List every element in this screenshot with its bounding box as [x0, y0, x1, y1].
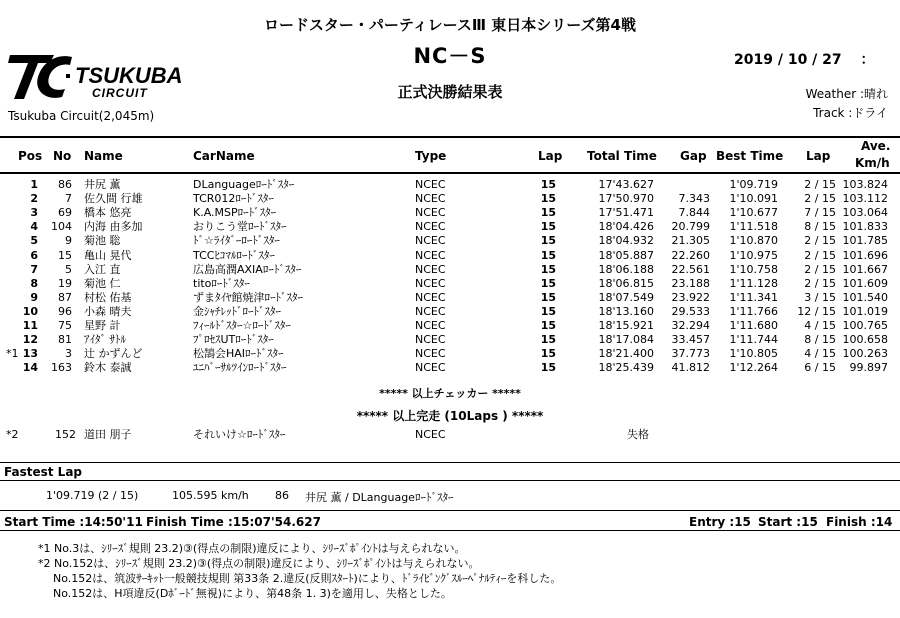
table-header-rule	[0, 172, 900, 174]
cell-name: 鈴木 泰誠	[84, 361, 132, 375]
cell-total: 18'06.188	[598, 262, 654, 276]
cell-pos: 10	[22, 304, 38, 318]
svg-text:TSUKUBA: TSUKUBA	[75, 63, 183, 88]
cell-pos: 12	[22, 333, 38, 347]
cell-ave: 101.833	[842, 220, 888, 234]
fastest-lap-box	[0, 462, 900, 481]
cell-bestlap: 4 / 15	[804, 319, 836, 332]
cell-ave: 101.696	[842, 248, 888, 262]
cell-type: NCEC	[415, 192, 446, 206]
race-date: 2019 / 10 / 27 ：	[734, 52, 875, 68]
cell-name: 佐久間 行雄	[84, 192, 143, 206]
dq-row	[0, 428, 900, 442]
cell-total: 17'50.970	[598, 192, 654, 206]
cell-no: 96	[58, 304, 72, 318]
table-row	[0, 263, 900, 277]
cell-total: 18'13.160	[598, 304, 654, 318]
cell-lap: 15	[540, 220, 556, 234]
cell-type: NCEC	[415, 290, 446, 304]
cell-bestlap: 2 / 15	[804, 276, 836, 290]
cell-no: 7	[65, 192, 72, 206]
cell-bestlap: 12 / 15	[797, 304, 836, 318]
cell-bestlap: 4 / 15	[804, 347, 836, 361]
cell-bestlap: 2 / 15	[804, 262, 836, 276]
cell-gap: 21.305	[671, 234, 710, 248]
cell-no: 19	[58, 276, 72, 290]
cell-ave: 101.667	[842, 262, 888, 276]
cell-pos: 4	[30, 220, 38, 234]
cell-type: NCEC	[415, 347, 446, 361]
cell-gap: 37.773	[671, 347, 710, 361]
tc-logo-icon	[8, 49, 213, 104]
event-title: ロードスター・パーティレースⅢ 東日本シリーズ第4戦	[264, 16, 636, 34]
cell-bestlap: 2 / 15	[804, 234, 836, 248]
col-total-time: Total Time	[587, 149, 657, 163]
entry-count: Entry :15	[689, 515, 751, 529]
cell-pos: 1	[30, 178, 38, 191]
cell-no: 15	[58, 248, 72, 262]
cell-type: NCEC	[415, 319, 446, 332]
cell-name: 村松 佑基	[84, 290, 132, 304]
cell-car: TCR012ﾛｰﾄﾞｽﾀｰ	[193, 192, 274, 206]
cell-bestlap: 3 / 15	[804, 290, 836, 304]
cell-best: 1'10.975	[729, 248, 778, 262]
checker-note: ***** 以上チェッカー *****	[379, 387, 521, 400]
cell-lap: 15	[540, 290, 556, 304]
col-carname: CarName	[193, 149, 255, 163]
cell-gap: 20.799	[671, 220, 710, 234]
cell-lap: 15	[540, 234, 556, 248]
cell-lap: 15	[540, 178, 556, 191]
cell-type: NCEC	[415, 276, 446, 290]
dq-no: 152	[55, 428, 76, 441]
cell-pos: 8	[30, 276, 38, 290]
col-best-lap: Lap	[806, 149, 831, 163]
tsukuba-circuit-logo	[8, 49, 213, 108]
cell-ave: 103.112	[842, 192, 888, 206]
cell-name: 亀山 晃代	[84, 248, 132, 262]
cell-gap: 23.188	[671, 276, 710, 290]
cell-best: 1'11.128	[729, 276, 778, 290]
start-time: Start Time :14:50'11	[4, 515, 143, 529]
cell-no: 163	[51, 361, 72, 375]
table-row	[0, 206, 900, 220]
col-lap: Lap	[538, 149, 563, 163]
cell-name: 辻 かずんど	[84, 347, 143, 361]
col-kmh: Km/h	[855, 156, 890, 170]
cell-lap: 15	[540, 248, 556, 262]
col-type: Type	[415, 149, 447, 163]
cell-ave: 101.609	[842, 276, 888, 290]
cell-pos: 11	[22, 319, 38, 332]
cell-lap: 15	[540, 304, 556, 318]
cell-gap: 33.457	[671, 333, 710, 347]
cell-name: 星野 計	[84, 319, 121, 332]
cell-type: NCEC	[415, 206, 446, 220]
cell-type: NCEC	[415, 262, 446, 276]
cell-car: おりこう堂ﾛｰﾄﾞｽﾀｰ	[193, 220, 287, 234]
cell-gap: 23.922	[671, 290, 710, 304]
table-row	[0, 319, 900, 333]
cell-no: 75	[58, 319, 72, 332]
cell-name: 菊池 仁	[84, 276, 121, 290]
cell-ave: 99.897	[849, 361, 888, 375]
cell-lap: 15	[540, 276, 556, 290]
cell-lap: 15	[540, 262, 556, 276]
note-2: *2 No.152は、ｼﾘｰｽﾞ規則 23.2)③(得点の制限)違反により、ｼﾘｰｽﾞﾎﾟｲﾝﾄは与えられない。	[38, 557, 480, 570]
track-condition: Track :ドライ	[813, 106, 888, 120]
col-best-time: Best Time	[716, 149, 784, 163]
cell-name: 小森 晴夫	[84, 304, 132, 318]
cell-best: 1'11.744	[729, 333, 778, 347]
cell-type: NCEC	[415, 248, 446, 262]
col-no: No	[53, 149, 72, 163]
cell-total: 18'06.815	[598, 276, 654, 290]
cell-car: ずまﾀｲﾔ館焼津ﾛｰﾄﾞｽﾀｰ	[193, 290, 303, 304]
cell-prefix: *1	[6, 347, 19, 361]
cell-car: ﾌｨｰﾙﾄﾞｽﾀｰ☆ﾛｰﾄﾞｽﾀｰ	[193, 319, 291, 332]
cell-lap: 15	[540, 319, 556, 332]
result-subtitle: 正式決勝結果表	[397, 83, 503, 101]
table-top-rule	[0, 136, 900, 138]
finish-time: Finish Time :15:07'54.627	[146, 515, 321, 529]
cell-best: 1'10.870	[729, 234, 778, 248]
cell-no: 81	[58, 333, 72, 347]
cell-pos: 6	[30, 248, 38, 262]
table-row	[0, 178, 900, 192]
cell-gap: 41.812	[671, 361, 710, 375]
cell-type: NCEC	[415, 178, 446, 191]
session-top-rule	[0, 510, 900, 511]
fastest-lap-time: 1'09.719 (2 / 15)	[46, 489, 139, 502]
cell-pos: 3	[30, 206, 38, 220]
col-ave: Ave.	[861, 139, 891, 153]
cell-pos: 9	[30, 290, 38, 304]
cell-ave: 100.263	[842, 347, 888, 361]
cell-best: 1'09.719	[729, 178, 778, 191]
table-row	[0, 249, 900, 263]
cell-best: 1'11.680	[729, 319, 778, 332]
cell-best: 1'10.091	[729, 192, 778, 206]
session-bottom-rule	[0, 530, 900, 531]
cell-pos: 13	[22, 347, 38, 361]
cell-ave: 103.824	[842, 178, 888, 191]
cell-gap: 29.533	[671, 304, 710, 318]
svg-text:CIRCUIT: CIRCUIT	[92, 86, 148, 100]
table-row	[0, 277, 900, 291]
cell-type: NCEC	[415, 304, 446, 318]
note-3: No.152は、筑波ｻｰｷｯﾄ一般競技規則 第33条 2.違反(反則ｽﾀｰﾄ)により、ﾄﾞﾗｲﾋﾞﾝｸﾞｽﾙｰﾍﾟﾅﾙﾃｨｰを科した。	[53, 572, 562, 585]
cell-car: ﾕﾆﾊﾞｰｻﾙﾂｲﾝﾛｰﾄﾞｽﾀｰ	[193, 361, 287, 375]
dq-car: それいけ☆ﾛｰﾄﾞｽﾀｰ	[193, 428, 286, 441]
cell-total: 18'15.921	[598, 319, 654, 332]
fastest-lap-no: 86	[275, 489, 289, 502]
cell-name: 菊池 聡	[84, 234, 121, 248]
note-4: No.152は、H項違反(Dﾎﾞｰﾄﾞ無視)により、第48条 1. 3)を適用し、失格とした。	[53, 587, 452, 600]
cell-bestlap: 2 / 15	[804, 248, 836, 262]
cell-ave: 101.019	[842, 304, 888, 318]
cell-total: 18'07.549	[598, 290, 654, 304]
cell-no: 9	[65, 234, 72, 248]
cell-type: NCEC	[415, 220, 446, 234]
cell-no: 86	[58, 178, 72, 191]
cell-bestlap: 6 / 15	[804, 361, 836, 375]
cell-total: 18'17.084	[598, 333, 654, 347]
cell-car: 金ｼｬﾁﾚｯﾄﾞﾛｰﾄﾞｽﾀｰ	[193, 304, 281, 318]
cell-lap: 15	[540, 206, 556, 220]
finish-note: ***** 以上完走 (10Laps ) *****	[356, 409, 544, 423]
cell-total: 17'51.471	[598, 206, 654, 220]
cell-car: ﾄﾞ☆ﾗｲﾀﾞｰﾛｰﾄﾞｽﾀｰ	[193, 234, 280, 248]
cell-car: titoﾛｰﾄﾞｽﾀｰ	[193, 276, 250, 290]
class-name: NC－S	[413, 44, 487, 68]
cell-car: 松鵠会HAIﾛｰﾄﾞｽﾀｰ	[193, 347, 284, 361]
cell-name: 井尻 薫	[84, 178, 121, 191]
cell-ave: 100.765	[842, 319, 888, 332]
cell-gap: 7.844	[678, 206, 710, 220]
dq-status: 失格	[627, 428, 649, 441]
cell-bestlap: 2 / 15	[804, 192, 836, 206]
cell-gap: 22.561	[671, 262, 710, 276]
cell-pos: 14	[22, 361, 38, 375]
cell-car: TCCﾋｺﾏﾙﾛｰﾄﾞｽﾀｰ	[193, 248, 275, 262]
cell-best: 1'10.805	[729, 347, 778, 361]
dq-prefix: *2	[6, 428, 19, 441]
cell-car: ﾌﾟﾛｾｽUTﾛｰﾄﾞｽﾀｰ	[193, 333, 274, 347]
cell-pos: 7	[30, 262, 38, 276]
cell-type: NCEC	[415, 234, 446, 248]
cell-car: DLanguageﾛｰﾄﾞｽﾀｰ	[193, 178, 295, 191]
cell-gap: 7.343	[678, 192, 710, 206]
cell-no: 3	[65, 347, 72, 361]
finish-count: Finish :14	[826, 515, 893, 529]
note-1: *1 No.3は、ｼﾘｰｽﾞ規則 23.2)③(得点の制限)違反により、ｼﾘｰｽﾞﾎﾟｲﾝﾄは与えられない。	[38, 542, 466, 555]
table-row	[0, 192, 900, 206]
col-name: Name	[84, 149, 123, 163]
table-row	[0, 234, 900, 248]
cell-name: ｱｲﾀﾞ ｻﾄﾙ	[84, 333, 126, 347]
table-row	[0, 347, 900, 361]
dq-name: 道田 朋子	[84, 428, 132, 441]
cell-no: 69	[58, 206, 72, 220]
cell-ave: 100.658	[842, 333, 888, 347]
weather: Weather :晴れ	[805, 87, 888, 101]
cell-best: 1'10.758	[729, 262, 778, 276]
cell-total: 18'04.426	[598, 220, 654, 234]
col-pos: Pos	[18, 149, 43, 163]
cell-no: 104	[51, 220, 72, 234]
cell-bestlap: 2 / 15	[804, 178, 836, 191]
table-row	[0, 305, 900, 319]
cell-bestlap: 7 / 15	[804, 206, 836, 220]
cell-total: 18'21.400	[598, 347, 654, 361]
col-gap: Gap	[680, 149, 707, 163]
table-row	[0, 361, 900, 375]
cell-gap: 22.260	[671, 248, 710, 262]
cell-best: 1'11.766	[729, 304, 778, 318]
fastest-lap-driver: 井尻 薫 / DLanguageﾛｰﾄﾞｽﾀｰ	[305, 491, 454, 504]
cell-pos: 5	[30, 234, 38, 248]
table-row	[0, 291, 900, 305]
cell-car: 広島高潤AXIAﾛｰﾄﾞｽﾀｰ	[193, 262, 302, 276]
cell-lap: 15	[540, 192, 556, 206]
dq-type: NCEC	[415, 428, 446, 441]
cell-pos: 2	[30, 192, 38, 206]
cell-bestlap: 8 / 15	[804, 333, 836, 347]
cell-lap: 15	[540, 361, 556, 375]
cell-ave: 101.785	[842, 234, 888, 248]
cell-total: 17'43.627	[598, 178, 654, 191]
cell-ave: 101.540	[842, 290, 888, 304]
cell-best: 1'11.518	[729, 220, 778, 234]
cell-type: NCEC	[415, 361, 446, 375]
cell-total: 18'25.439	[598, 361, 654, 375]
fastest-lap-label: Fastest Lap	[4, 465, 82, 479]
cell-total: 18'04.932	[598, 234, 654, 248]
fastest-lap-speed: 105.595 km/h	[172, 489, 249, 502]
circuit-name: Tsukuba Circuit(2,045m)	[8, 109, 155, 123]
cell-ave: 103.064	[842, 206, 888, 220]
cell-best: 1'12.264	[729, 361, 778, 375]
cell-type: NCEC	[415, 333, 446, 347]
cell-lap: 15	[540, 333, 556, 347]
cell-total: 18'05.887	[598, 248, 654, 262]
cell-car: K.A.MSPﾛｰﾄﾞｽﾀｰ	[193, 206, 277, 220]
cell-best: 1'10.677	[729, 206, 778, 220]
cell-bestlap: 8 / 15	[804, 220, 836, 234]
cell-best: 1'11.341	[729, 290, 778, 304]
cell-no: 5	[65, 262, 72, 276]
cell-gap: 32.294	[671, 319, 710, 332]
cell-name: 内海 由多加	[84, 220, 143, 234]
table-row	[0, 220, 900, 234]
cell-no: 87	[58, 290, 72, 304]
cell-name: 入江 直	[84, 262, 121, 276]
cell-lap: 15	[540, 347, 556, 361]
cell-name: 橋本 悠亮	[84, 206, 132, 220]
start-count: Start :15	[758, 515, 818, 529]
table-row	[0, 333, 900, 347]
